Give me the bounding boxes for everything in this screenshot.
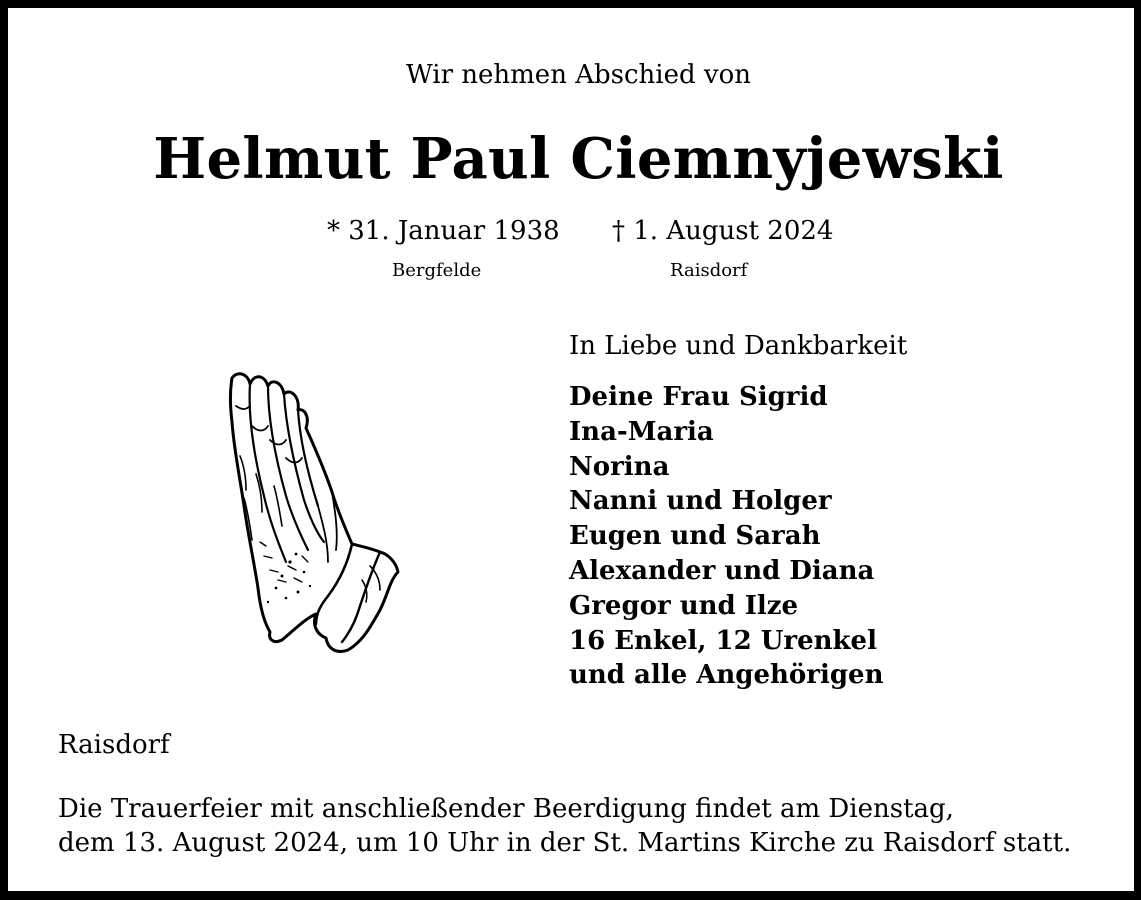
intro-text: Wir nehmen Abschied von [406,60,751,90]
mourner-item: Deine Frau Sigrid [569,382,828,412]
birth-date: * 31. Januar 1938 [327,216,560,246]
death-place: Raisdorf [670,260,748,281]
funeral-service-info [58,792,1071,860]
mourners-list [569,380,883,693]
mourner-item: Ina-Maria [569,416,714,447]
service-line: dem 13. August 2024, um 10 Uhr in der St. Martins Kirche zu Raisdorf statt. [58,828,1072,858]
dedication-text: In Liebe und Dankbarkeit [569,331,908,361]
mourner-item: Norina [569,451,670,482]
mourner-item: Nanni und Holger [569,486,832,517]
praying-hands-icon [220,366,405,656]
mourner-item: Gregor und Ilze [569,590,799,621]
birth-place: Bergfelde [392,260,482,281]
mourner-item: 16 Enkel, 12 Urenkel [569,625,877,656]
mourner-item: Alexander und Diana [569,555,875,586]
residence-place: Raisdorf [58,730,170,760]
mourner-item: Eugen und Sarah [569,521,821,552]
mourner-item: und alle Angehörigen [569,660,884,691]
death-date: † 1. August 2024 [612,216,834,246]
service-line: Die Trauerfeier mit anschließender Beerdigung findet am Dienstag, [58,794,954,824]
deceased-name: Helmut Paul Ciemnyjewski [153,126,1004,192]
